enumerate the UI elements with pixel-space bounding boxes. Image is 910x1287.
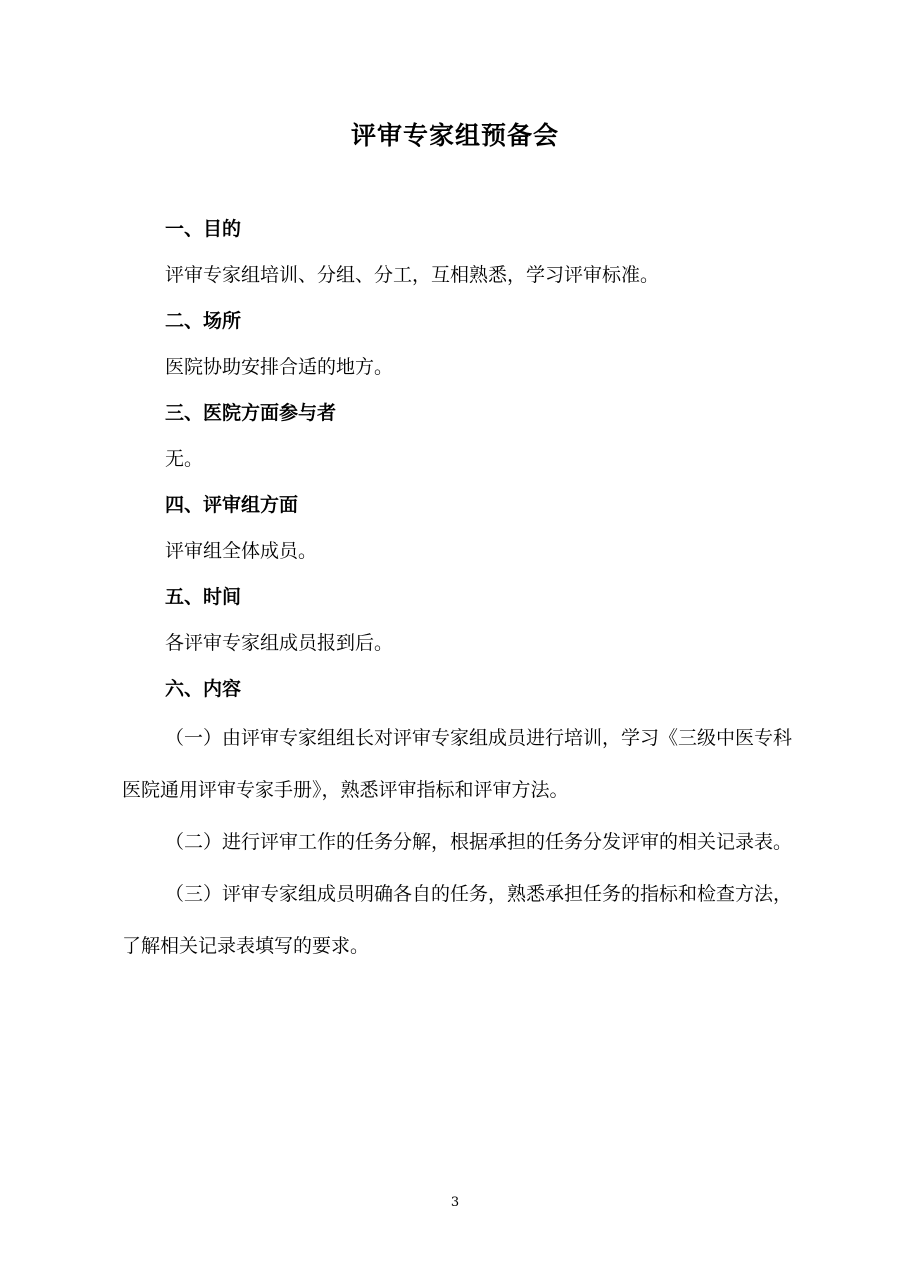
section-heading-purpose: 一、目的	[165, 218, 242, 240]
section-body-purpose: 评审专家组培训、分组、分工，互相熟悉，学习评审标准。	[165, 264, 660, 286]
section-heading-time: 五、时间	[165, 586, 242, 608]
content-item-1: （一）由评审专家组组长对评审专家组成员进行培训，学习《三级中医专科医院通用评审专家手册》，熟悉评审指标和评审方法。	[122, 727, 793, 801]
document-body	[122, 206, 792, 972]
section-body-time: 各评审专家组成员报到后。	[165, 632, 394, 654]
content-item-3: （三）评审专家组成员明确各自的任务，熟悉承担任务的指标和检查方法，了解相关记录表填写的要求。	[122, 883, 793, 957]
section-heading-content: 六、内容	[165, 678, 242, 700]
page-number: 3	[450, 1195, 460, 1210]
document-title: 评审专家组预备会	[350, 121, 559, 150]
section-body-review-team: 评审组全体成员。	[165, 540, 318, 562]
section-heading-venue: 二、场所	[165, 310, 242, 332]
section-body-hospital-participants: 无。	[165, 448, 204, 470]
section-body-venue: 医院协助安排合适的地方。	[165, 356, 394, 378]
content-item-2: （二）进行评审工作的任务分解，根据承担的任务分发评审的相关记录表。	[165, 831, 793, 853]
section-heading-hospital-participants: 三、医院方面参与者	[165, 402, 337, 424]
section-heading-review-team: 四、评审组方面	[165, 494, 299, 516]
